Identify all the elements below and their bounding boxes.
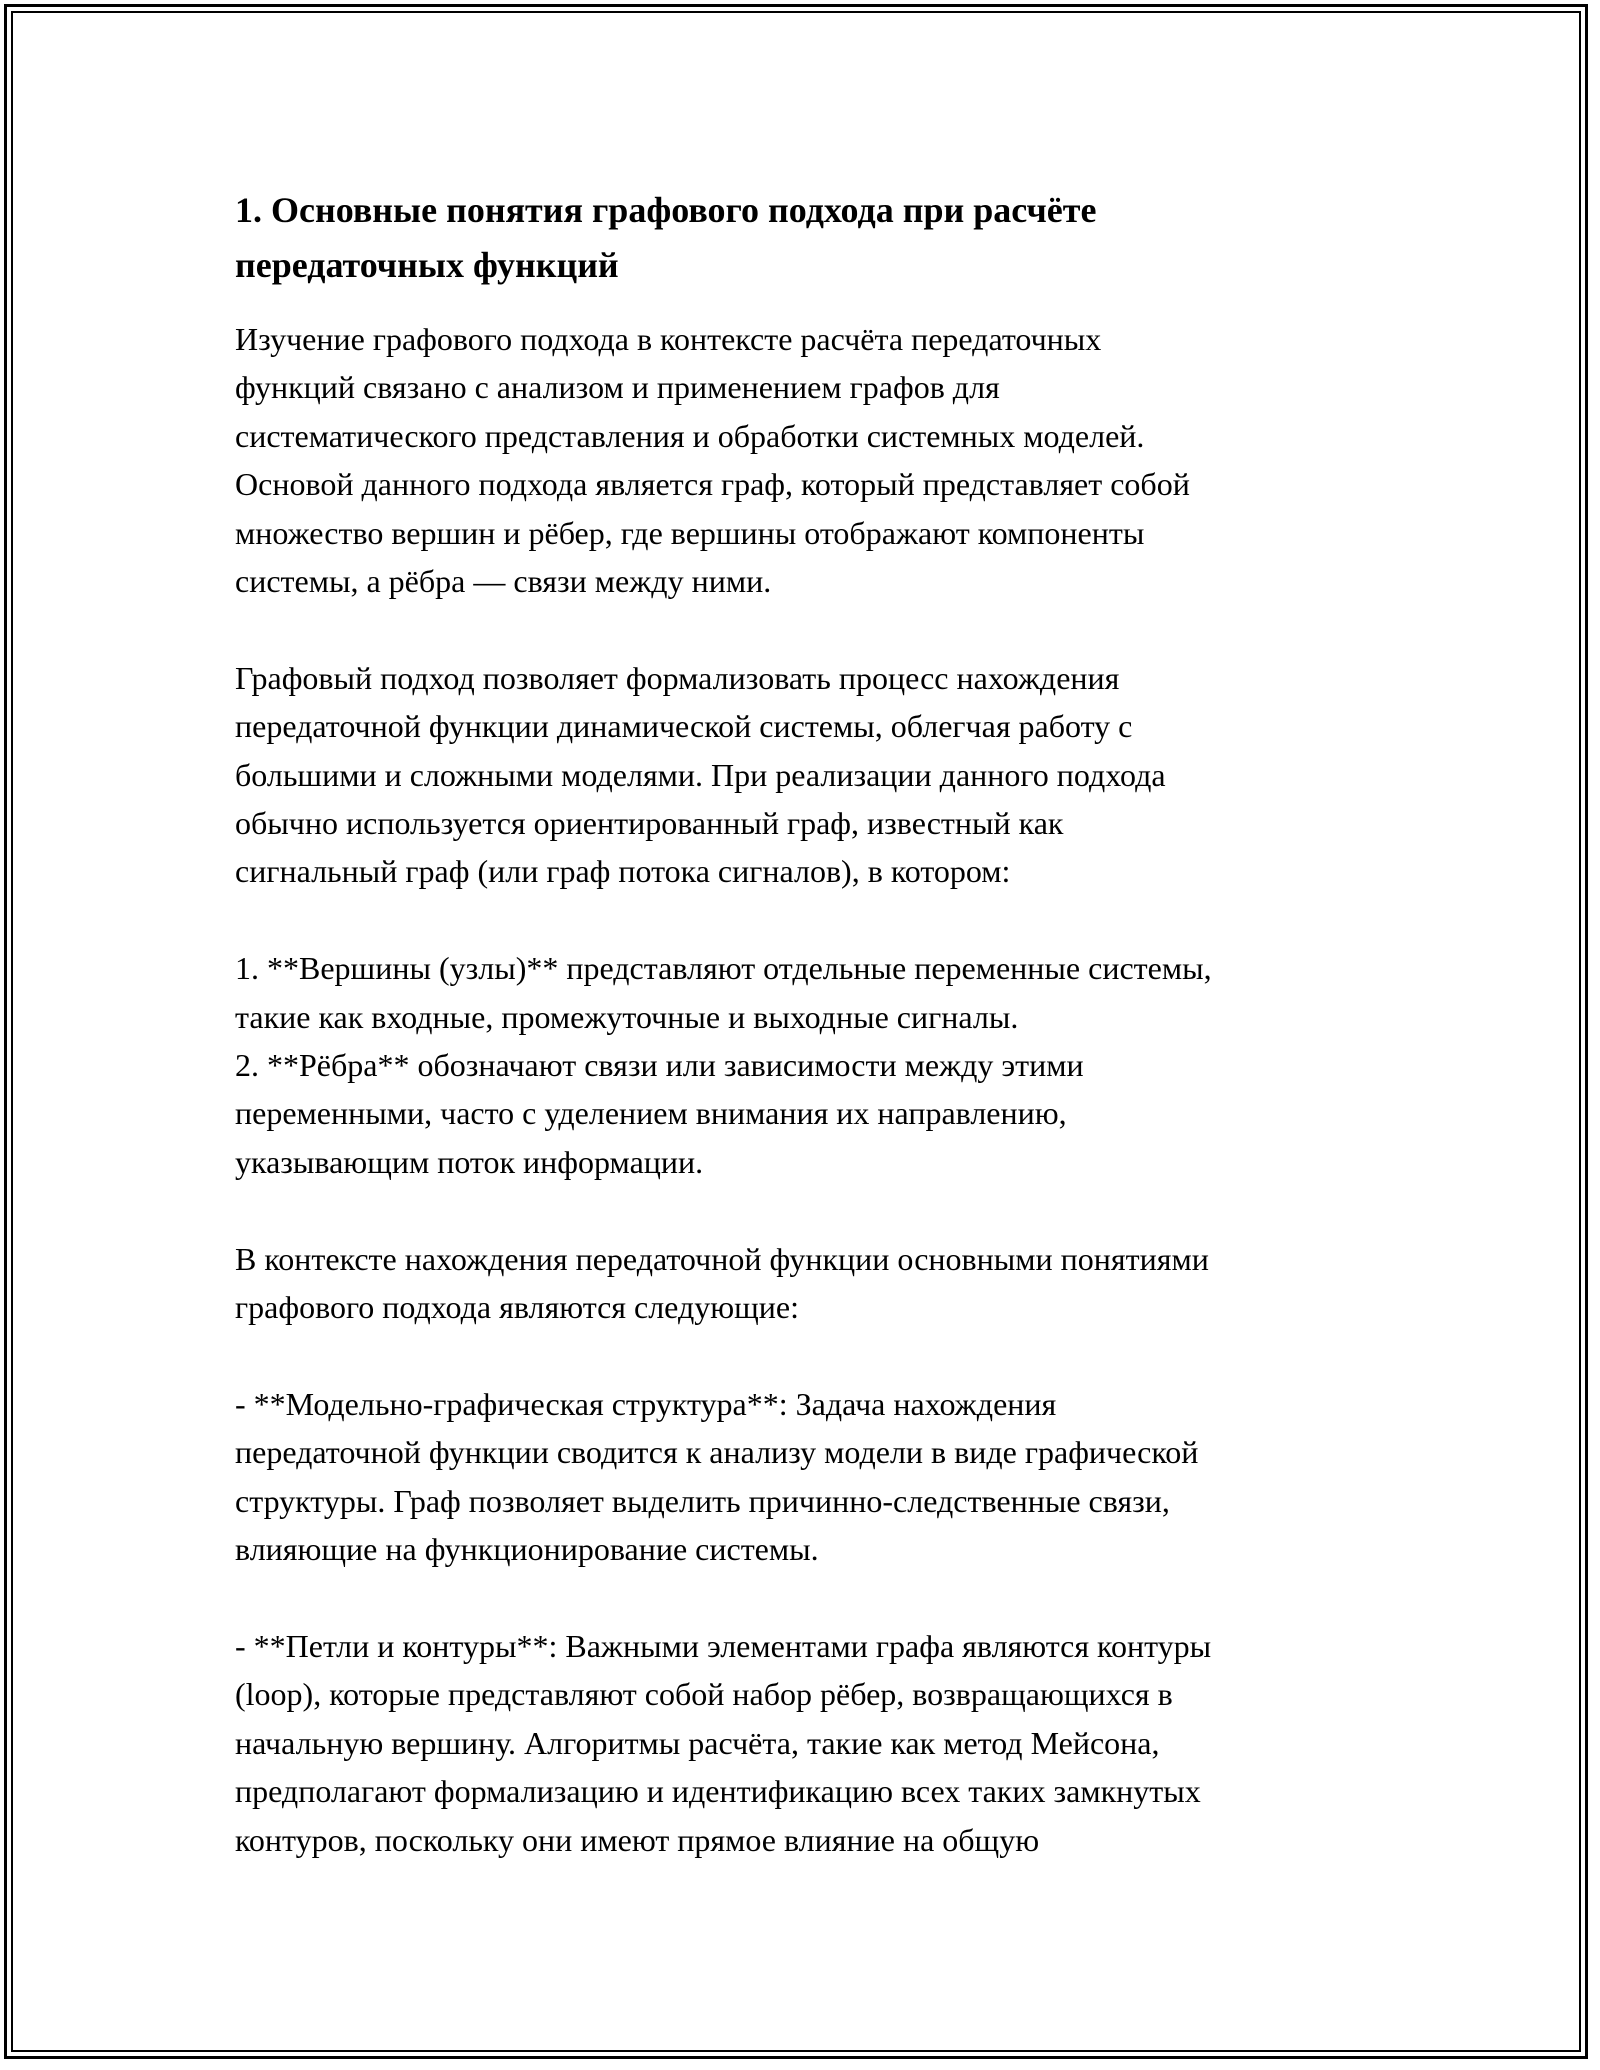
text-line: - **Модельно-графическая структура**: Задача нахождения <box>235 1385 1057 1422</box>
paragraph-intro <box>235 315 1385 605</box>
text-line: структуры. Граф позволяет выделить причинно-следственные связи, <box>235 1482 1170 1519</box>
text-line: влияющие на функционирование системы. <box>235 1531 819 1568</box>
text-line: - **Петли и контуры**: Важными элементами графа являются контуры <box>235 1627 1212 1664</box>
text-line: такие как входные, промежуточные и выходные сигналы. <box>235 998 1019 1035</box>
title-line: передаточных функций <box>235 245 619 285</box>
text-line: системы, а рёбра — связи между ними. <box>235 563 772 600</box>
text-line: графового подхода являются следующие: <box>235 1289 799 1326</box>
text-line: Графовый подход позволяет формализовать процесс нахождения <box>235 659 1120 696</box>
text-line: множество вершин и рёбер, где вершины отображают компоненты <box>235 514 1145 551</box>
text-line: (loop), которые представляют собой набор рёбер, возвращающихся в <box>235 1676 1173 1713</box>
text-line: большими и сложными моделями. При реализации данного подхода <box>235 756 1166 793</box>
paragraph-concepts-intro <box>235 1235 1385 1332</box>
text-line: В контексте нахождения передаточной функции основными понятиями <box>235 1240 1209 1277</box>
text-line: указывающим поток информации. <box>235 1143 704 1180</box>
text-line: Изучение графового подхода в контексте расчёта передаточных <box>235 321 1102 357</box>
text-line: начальную вершину. Алгоритмы расчёта, такие как метод Мейсона, <box>235 1724 1160 1761</box>
text-line: 2. **Рёбра** обозначают связи или зависимости между этими <box>235 1047 1084 1084</box>
text-line: обычно используется ориентированный граф, известный как <box>235 805 1064 842</box>
text-line: предполагают формализацию и идентификацию всех таких замкнутых <box>235 1773 1201 1810</box>
text-line: передаточной функции сводится к анализу модели в виде графической <box>235 1434 1199 1471</box>
title-line: 1. Основные понятия графового подхода при расчёте <box>235 190 1097 230</box>
document-body <box>235 183 1385 1912</box>
text-line: переменными, часто с уделением внимания их направлению, <box>235 1095 1067 1132</box>
text-line: функций связано с анализом и применением графов для <box>235 369 1000 406</box>
paragraph-loops <box>235 1622 1385 1864</box>
section-title <box>235 183 1385 293</box>
text-line: сигнальный граф (или граф потока сигналов), в котором: <box>235 853 1011 890</box>
paragraph-numbered-list <box>235 944 1385 1186</box>
text-line: Основой данного подхода является граф, который представляет собой <box>235 466 1190 503</box>
text-line: 1. **Вершины (узлы)** представляют отдельные переменные системы, <box>235 950 1212 987</box>
text-line: передаточной функции динамической системы, облегчая работу с <box>235 708 1133 745</box>
text-line: систематического представления и обработки системных моделей. <box>235 417 1145 454</box>
paragraph-model-structure <box>235 1380 1385 1574</box>
paragraph-approach <box>235 654 1385 896</box>
text-line: контуров, поскольку они имеют прямое влияние на общую <box>235 1821 1040 1858</box>
